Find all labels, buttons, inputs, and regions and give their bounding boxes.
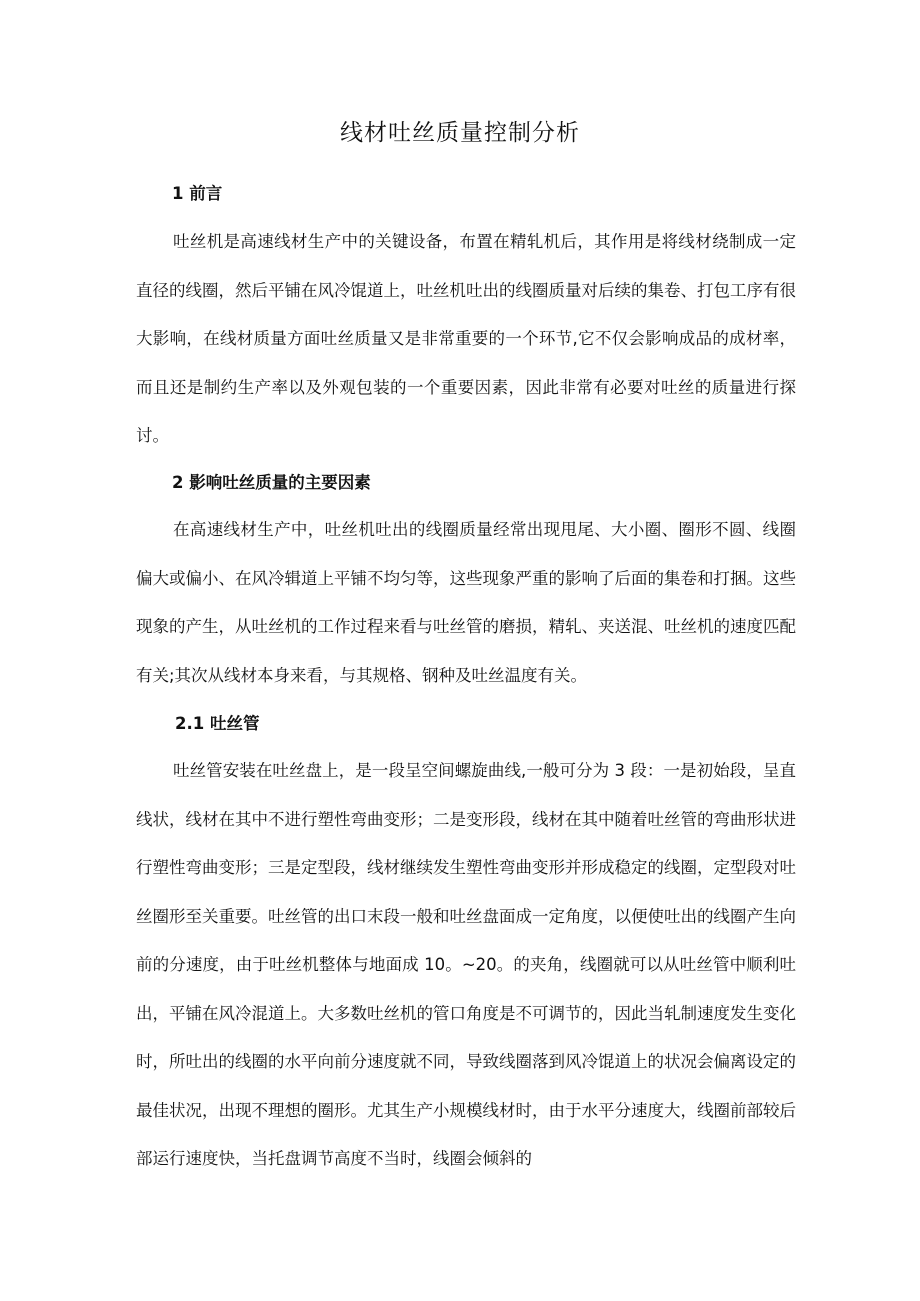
section-heading-preface: 1 前言 — [172, 184, 223, 203]
paragraph-spinning-pipe: 吐丝管安装在吐丝盘上，是一段呈空间螺旋曲线,一般可分为 3 段：一是初始段，呈直线状，线材在其中不进行塑性弯曲变形；二是变形段，线材在其中随着吐丝管的弯曲形状进行塑性弯曲变形；三是定型段，线材继续发生塑性弯曲变形并形成稳定的线圈，定型段对吐丝圈形至关重要。吐丝管的出口末段一般和吐丝盘面成一定角度，以便使吐出的线圈产生向前的分速度，由于吐丝机整体与地面成 10。~20。的夹角，线圈就可以从吐丝管中顺利吐出，平铺在风冷混道上。大多数吐丝机的管口角度是不可调节的，因此当轧制速度发生变化时，所吐出的线圈的水平向前分速度就不同，导致线圈落到风冷馄道上的状况会偏离设定的最佳状况，出现不理想的圈形。尤其生产小规模线材时，由于水平分速度大，线圈前部较后部运行速度快，当托盘调节高度不当时，线圈会倾斜的 — [136, 761, 796, 1168]
section-heading-spinning-pipe: 2.1 吐丝管 — [175, 714, 260, 733]
paragraph-factors: 在高速线材生产中，吐丝机吐出的线圈质量经常出现甩尾、大小圈、圈形不圆、线圈偏大或偏小、在风冷辑道上平铺不均匀等，这些现象严重的影响了后面的集卷和打捆。这些现象的产生，从吐丝机的工作过程来看与吐丝管的磨损，精轧、夹送混、吐丝机的速度匹配有关;其次从线材本身来看，与其规格、钢种及吐丝温度有关。 — [136, 520, 796, 685]
section-heading-factors: 2 影响吐丝质量的主要因素 — [172, 473, 371, 492]
paragraph-preface: 吐丝机是高速线材生产中的关键设备，布置在精轧机后，其作用是将线材绕制成一定直径的线圈，然后平铺在风冷馄道上，吐丝机吐出的线圈质量对后续的集卷、打包工序有很大影响，在线材质量方面吐丝质量又是非常重要的一个环节,它不仅会影响成品的成材率，而且还是制约生产率以及外观包装的一个重要因素，因此非常有必要对吐丝的质量进行探讨。 — [136, 232, 796, 445]
document-title: 线材吐丝质量控制分析 — [340, 120, 580, 146]
